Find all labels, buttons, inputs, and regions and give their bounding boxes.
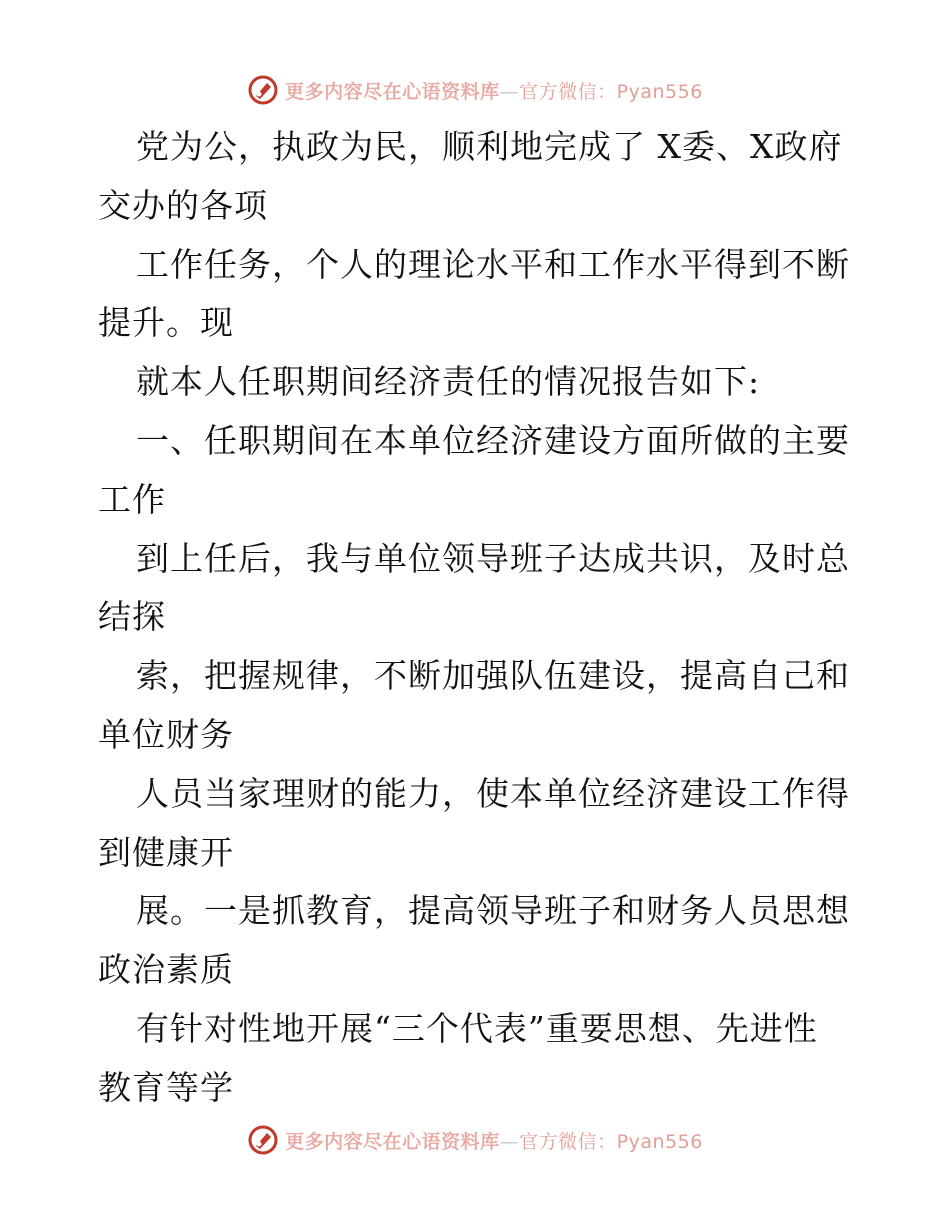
watermark-dash: — <box>499 1130 520 1153</box>
body-line: 工作任务，个人的理论水平和工作水平得到不断 <box>136 244 850 284</box>
section-heading-line: 工作 <box>98 479 166 519</box>
body-line: 交办的各项 <box>98 185 268 225</box>
body-line: 单位财务 <box>98 714 234 754</box>
watermark-text <box>285 1127 703 1154</box>
body-line: 展。一是抓教育，提高领导班子和财务人员思想 <box>136 891 850 931</box>
footer-watermark-banner <box>0 1120 950 1160</box>
watermark-brand-text: 更多内容尽在心语资料库 <box>285 1130 500 1153</box>
watermark-dash: — <box>499 80 520 103</box>
document-body <box>98 118 858 1118</box>
body-line: 到健康开 <box>98 832 234 872</box>
section-heading-line: 一、任职期间在本单位经济建设方面所做的主要 <box>136 420 850 460</box>
body-line: 有针对性地开展“三个代表”重要思想、先进性 <box>136 1008 818 1048</box>
brand-logo-icon <box>247 1124 279 1156</box>
body-line: 政治素质 <box>98 950 234 990</box>
body-line: 人员当家理财的能力，使本单位经济建设工作得 <box>136 773 850 813</box>
watermark-wechat-text: 官方微信：Pyan556 <box>519 1130 703 1153</box>
body-line: 结探 <box>98 597 166 637</box>
header-watermark-banner <box>0 70 950 110</box>
body-line: 就本人任职期间经济责任的情况报告如下: <box>136 362 761 402</box>
body-line: 教育等学 <box>98 1067 234 1107</box>
body-line: 提升。现 <box>98 303 234 343</box>
watermark-brand-text: 更多内容尽在心语资料库 <box>285 80 500 103</box>
body-line: 索，把握规律，不断加强队伍建设，提高自己和 <box>136 656 850 696</box>
brand-logo-icon <box>247 74 279 106</box>
body-line: 党为公，执政为民，顺利地完成了 X委、X政府 <box>136 127 843 166</box>
body-line: 到上任后，我与单位领导班子达成共识，及时总 <box>136 538 850 578</box>
watermark-wechat-text: 官方微信：Pyan556 <box>519 80 703 103</box>
watermark-text <box>285 77 703 104</box>
